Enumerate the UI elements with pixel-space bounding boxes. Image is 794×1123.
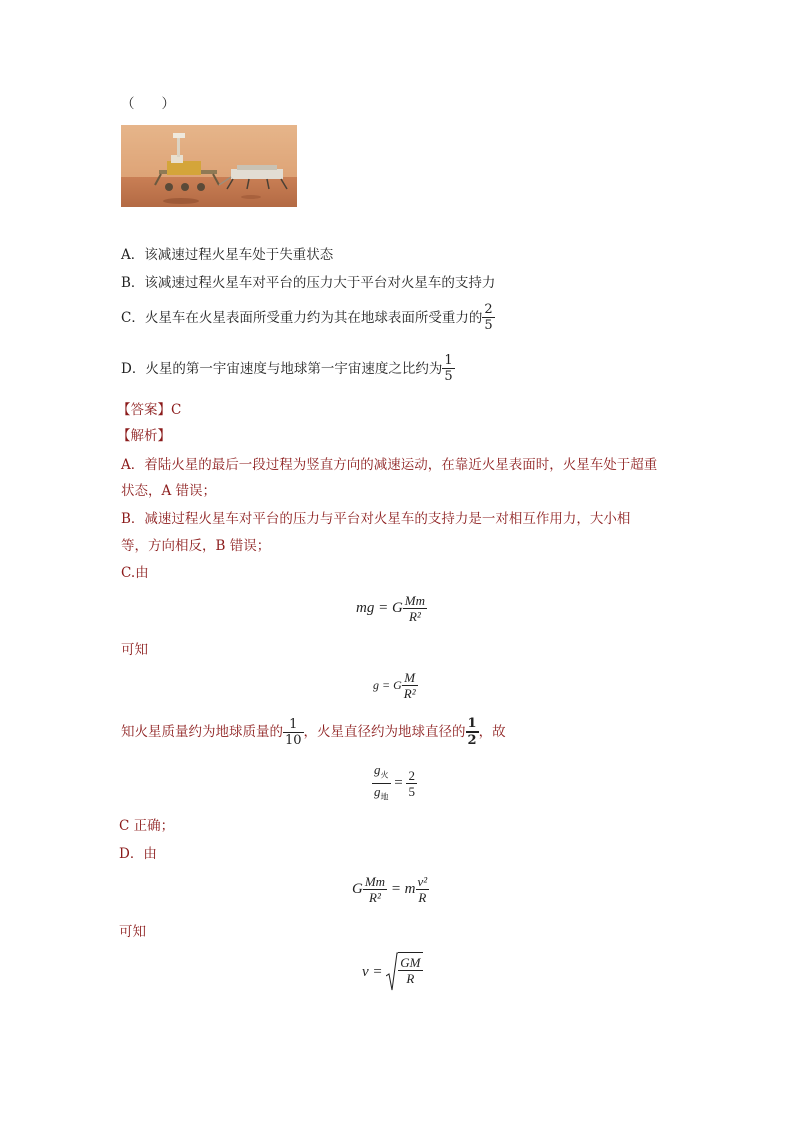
- option-c-frac-den: 5: [484, 318, 493, 333]
- frac-1-10-num: 1: [289, 716, 298, 732]
- option-d-text: D．火星的第一宇宙速度与地球第一宇宙速度之比约为: [121, 360, 443, 377]
- option-a: A．该减速过程火星车处于失重状态: [121, 247, 334, 263]
- option-d-frac-den: 5: [444, 369, 453, 384]
- equation-4: [352, 874, 429, 905]
- equation-3: [372, 762, 417, 804]
- frac-1-2-den: 2: [467, 733, 477, 748]
- eq3-rden: 5: [408, 783, 415, 799]
- eq3-rnum: 2: [408, 767, 415, 783]
- eq5-den: R: [406, 971, 415, 986]
- eq1-lhs: mg = G: [356, 600, 403, 616]
- eq3-den-sub: 地: [380, 792, 389, 802]
- option-c-text: C．火星车在火星表面所受重力约为其在地球表面所受重力的: [121, 309, 483, 326]
- analysis-a-line1: A．着陆火星的最后一段过程为竖直方向的减速运动，在靠近火星表面时，火星车处于超重: [121, 457, 658, 473]
- equation-5: [362, 952, 423, 992]
- option-c-fraction: [482, 302, 494, 333]
- zhi-mid: ，火星直径约为地球直径的: [303, 724, 466, 740]
- question-paren: （ ）: [121, 96, 175, 112]
- eq2-num: M: [404, 670, 416, 685]
- eq4-num: Mm: [364, 874, 386, 889]
- zhi-post: ，故: [478, 724, 506, 740]
- frac-1-2: [466, 716, 479, 748]
- option-d-fraction: [442, 353, 454, 384]
- eq3-den-base: g: [374, 783, 381, 799]
- option-c-frac-num: 2: [484, 302, 493, 317]
- zhi-pre: 知火星质量约为地球质量的: [121, 724, 283, 740]
- analysis-kezhi-1: 可知: [121, 642, 148, 658]
- eq3-num-base: g: [374, 762, 381, 777]
- answer-label: 【答案】C: [117, 402, 182, 418]
- eq4-lhs-fraction: [363, 874, 387, 905]
- eq5-fraction: [398, 952, 422, 992]
- eq1-num: Mm: [404, 593, 426, 608]
- eq3-lhs-fraction: [372, 762, 391, 804]
- eq3-equals: =: [390, 774, 407, 791]
- mars-rover-photo: [121, 125, 297, 207]
- eq2-lhs: g = G: [373, 678, 402, 692]
- frac-1-10-den: 10: [285, 732, 302, 748]
- option-c: [121, 302, 495, 333]
- eq2-fraction: [402, 670, 418, 701]
- analysis-kezhi-2: 可知: [119, 924, 146, 940]
- eq1-den: R²: [408, 609, 421, 624]
- eq3-num-sub: 火: [380, 770, 389, 780]
- analysis-a-line2: 状态，A 错误；: [121, 483, 217, 499]
- eq4-rnum: v²: [417, 874, 428, 889]
- eq4-den: R²: [369, 890, 381, 905]
- analysis-zhi-line: [121, 716, 506, 748]
- eq5-num: GM: [400, 955, 421, 970]
- mars-rover-image: [121, 125, 297, 207]
- sqrt-icon: [386, 952, 398, 992]
- analysis-label: 【解析】: [117, 428, 171, 444]
- equation-2: [373, 670, 418, 701]
- eq3-rhs-fraction: [406, 768, 417, 799]
- eq5-lhs: v =: [362, 963, 387, 980]
- eq4-rhs-fraction: [416, 874, 430, 905]
- frac-1-10: [283, 717, 304, 748]
- eq4-equals: = m: [387, 881, 416, 897]
- option-d: [121, 353, 455, 384]
- option-b: B．该减速过程火星车对平台的压力大于平台对火星车的支持力: [121, 275, 496, 291]
- option-d-frac-num: 1: [444, 353, 453, 368]
- analysis-d-intro: D．由: [119, 846, 157, 862]
- analysis-c-intro: C.由: [121, 565, 149, 581]
- analysis-c-correct: C 正确；: [119, 818, 175, 834]
- eq4-G: G: [352, 881, 363, 897]
- analysis-b-line2: 等，方向相反，B 错误；: [121, 538, 271, 554]
- eq2-den: R²: [403, 686, 416, 701]
- eq1-fraction: [403, 593, 427, 624]
- eq4-rden: R: [418, 890, 427, 905]
- equation-1: [356, 593, 427, 624]
- sqrt-symbol: [386, 952, 422, 992]
- frac-1-2-num: 1: [467, 716, 477, 731]
- analysis-b-line1: B．减速过程火星车对平台的压力与平台对火星车的支持力是一对相互作用力，大小相: [121, 511, 631, 527]
